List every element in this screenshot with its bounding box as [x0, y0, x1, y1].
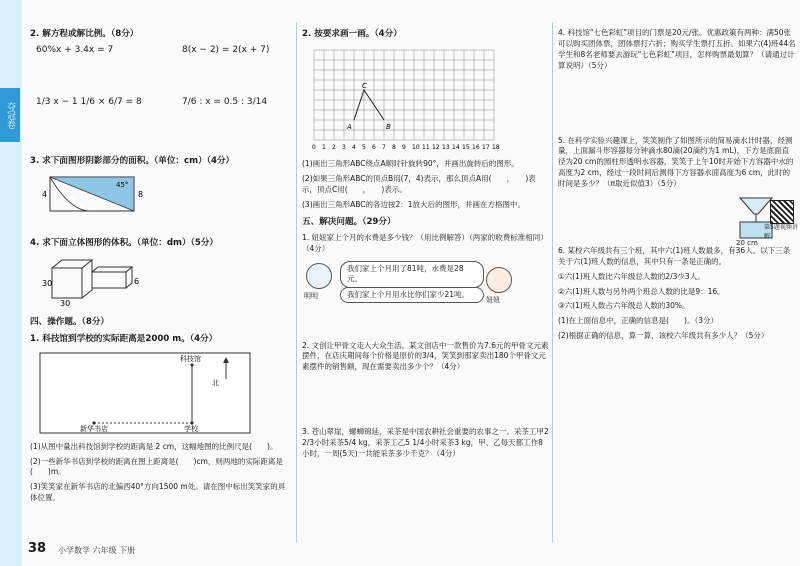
left-margin-strip [0, 0, 22, 566]
column-divider-2 [552, 22, 553, 542]
q2-title: 2. 解方程或解比例。（8分） [30, 29, 139, 39]
grid-tick-label: 16 [472, 144, 480, 152]
point-label-c: C [362, 82, 367, 91]
map-label-school: 学校 [184, 425, 198, 434]
qr-caption: 第5题视频讲解 [764, 223, 798, 240]
op2-part-a: (1)画出三角形ABC绕点A顺时针旋转90°，并画出旋转后的图形。 [302, 158, 519, 168]
grid-tick-label: 12 [432, 144, 440, 152]
grid-tick-label: 8 [392, 144, 396, 152]
q2-equation-4: 7/6 : x = 0.5 : 3/14 [182, 96, 268, 107]
q2-equation-1: 60%x + 3.4x = 7 [36, 45, 114, 56]
p5-text: 5. 在科学实验兴趣课上，笑笑制作了如图所示的简易滴水计时器，经测量，上面漏斗形容器每分钟滴水80滴(20滴约为1 mL)，下方是底面直径为20 cm的圆柱形透明水容器，笑笑于上午10时开始下方容器中水的高度为2 cm，经过一段时间后测得下方容器水面高度为6 cm，此时的时间是多少？（π取近似值3）（5分） [558, 135, 794, 188]
mingming-name: 明明 [304, 291, 318, 300]
op1-map [30, 349, 260, 437]
grid-tick-label: 0 [312, 144, 316, 152]
mingming-bubble: 我们家上个月用了81吨，水费是28元。 [340, 261, 484, 289]
grid-tick-label: 3 [342, 144, 346, 152]
q3-label-height: 4 [42, 190, 48, 199]
column-middle [302, 28, 550, 464]
niuniu-name: 妞妞 [486, 295, 500, 304]
op2-grid [302, 44, 502, 154]
grid-tick-label: 6 [372, 144, 376, 152]
grid-tick-label: 1 [322, 144, 326, 152]
grid-tick-label: 9 [402, 144, 406, 152]
p3-text: 3. 苍山翠崖，螺蛳锦延，采茶是中国农耕社会重要的农事之一。采茶工甲2 2/3小时采茶5/4 kg，采茶工乙5 1/4小时采茶3 kg，甲、乙每天都工作8小时，一周(5天)一共能采茶多少千克？（4分） [302, 427, 549, 458]
point-label-a: A [347, 123, 352, 132]
map-label-bookstore: 新华书店 [80, 425, 108, 434]
section-4-title: 四、操作题。（8分） [30, 317, 110, 328]
grid-tick-label: 18 [492, 144, 500, 152]
q4-label-3: 6 [134, 276, 140, 286]
point-label-b: B [386, 123, 391, 132]
section-tab: 夺冠卷 [0, 88, 20, 142]
p5-diameter-label: 20 cm [736, 238, 758, 247]
p4-text: 4. 科技馆"七色彩虹"项目的门票是20元/张。优惠政策有两种：满50张可以购买团体票，团体票打六折；购买学生票打五折。如果六(4)班44名学生和8名老师要去游玩"七色彩虹"项目，怎样购票最划算？（请通过计算说明）（5分） [558, 28, 796, 70]
grid-tick-label: 13 [442, 144, 450, 152]
p6-info-3: ③六(1)班人数占六年级总人数的30%。 [558, 301, 690, 311]
column-divider-1 [296, 22, 297, 542]
grid-tick-label: 14 [452, 144, 460, 152]
p2-text: 2. 文创让甲骨文走入大众生活。某文创店中一款售价为7.6元的甲骨文元素摆件，在店庆期间每个价格是原价的3/4，笑笑到那家卖出180个甲骨文元素摆件的销售额，现在需要卖出多少个？（4分） [302, 340, 549, 372]
niuniu-bubble: 我们家上个月用水比你们家少21吨。 [340, 287, 484, 304]
p6-info-2: ②六(1)班人数与另外两个班总人数的比是9：16。 [558, 286, 725, 296]
grid-tick-label: 5 [362, 144, 366, 152]
q2-equation-2: 8(x − 2) = 2(x + 7) [182, 45, 270, 56]
q3-title: 3. 求下面图形阴影部分的面积。（单位：cm）（4分） [30, 155, 235, 166]
op1-part-c: (3)笑笑家在新华书店的北偏西40°方向1500 m处。请在图中标出笑笑家的具体位置。 [30, 482, 286, 503]
q4-solid-figure [30, 254, 150, 306]
grid-tick-label: 4 [352, 144, 356, 152]
op1-title: 1. 科技馆到学校的实际距离是2000 m。（4分） [30, 333, 218, 344]
triangle-abc [354, 90, 384, 120]
grid-tick-label: 11 [422, 144, 430, 152]
q4-label-1: 30 [42, 278, 53, 288]
grid-tick-label: 17 [482, 144, 490, 152]
grid-tick-label: 2 [332, 144, 336, 152]
op2-part-c: (3)画出三角形ABC的各边按2：1放大后的图形，并画在方格图中。 [302, 199, 526, 209]
p1-title: 1. 妞妞家上个月的水费是多少钱？（用比例解答）（两家的收费标准相同）（4分） [302, 232, 548, 253]
p6-text: 6. 某校六年级共有三个班，其中六(1)班人数最多，有36人。以下三条关于六(1)班人数的信息，其中只有一条是正确的。 [558, 245, 791, 266]
q2-equation-3: 1/3 x − 1 1/6 × 6/7 = 8 [36, 96, 142, 107]
op2-title: 2. 按要求画一画。（4分） [302, 29, 402, 39]
op1-part-a: (1)从图中量出科技馆到学校的距离是 2 cm，这幅地图的比例尺是( )。 [30, 441, 278, 451]
q3-shaded-figure [30, 171, 150, 219]
grid-tick-label: 7 [382, 144, 386, 152]
op1-part-b: (2)一些新华书店到学校的距离在图上距离是( )cm，则两地的实际距离是( )m。 [30, 456, 283, 477]
footer-text: 小学数学 六年级 下册 [58, 546, 136, 555]
q4-label-2: 30 [60, 298, 71, 306]
op2-part-b: (2)如果三角形ABC的顶点B用(7，4)表示，那么顶点A用( ， )表示，顶点C用( ， )表示。 [302, 173, 536, 194]
mingming-avatar [306, 263, 332, 289]
qr-code-icon[interactable] [770, 200, 794, 224]
grid-tick-label: 10 [412, 144, 420, 152]
column-right [558, 28, 796, 346]
niuniu-avatar [486, 267, 512, 293]
section-5-title: 五、解决问题。（29分） [302, 217, 396, 228]
map-north-label: 北 [212, 379, 219, 388]
column-left [30, 28, 292, 508]
grid-tick-label: 15 [462, 144, 470, 152]
q3-label-side: 8 [138, 190, 144, 199]
p6-question-1: (1)在上面信息中，正确的信息是( )。（3分） [558, 316, 718, 326]
q4-title: 4. 求下面立体图形的体积。（单位：dm）（5分） [30, 238, 219, 249]
p6-question-2: (2)根据正确的信息，算一算，该校六年级共有多少人？（5分） [558, 331, 769, 341]
p6-info-1: ①六(1)班人数比六年级总人数的2/3少3人。 [558, 271, 705, 281]
q3-label-angle: 45° [116, 181, 129, 189]
map-label-kejiguan: 科技馆 [180, 355, 201, 364]
page-number: 38 [28, 541, 47, 556]
